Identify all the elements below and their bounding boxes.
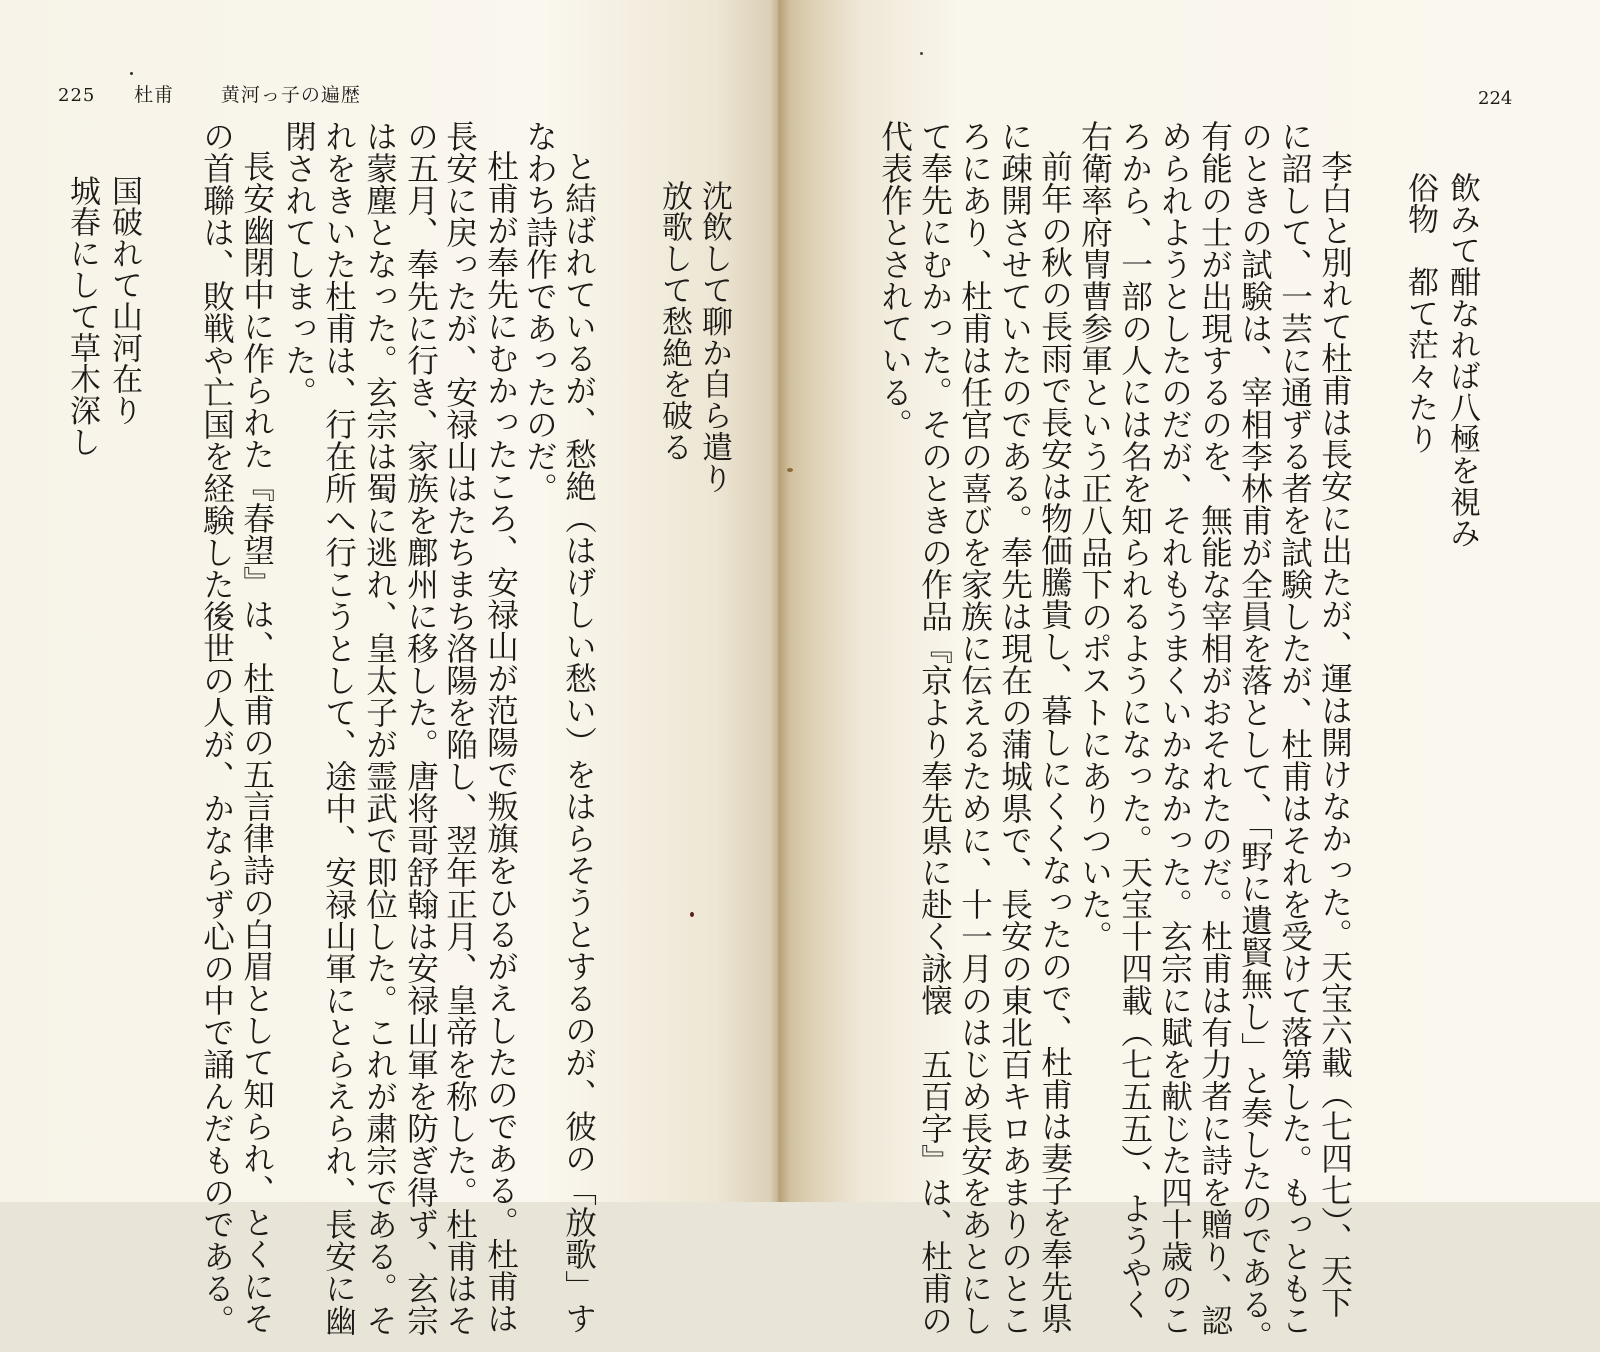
verse-line: 俗物 都て茫々たり	[1402, 172, 1438, 455]
text-column: 代表作とされている。	[876, 120, 913, 440]
text-column: のときの試験は、宰相李林甫が全員を落として、「野に遺賢無し」と奏したのである。	[1236, 120, 1273, 1352]
verse-line: 国破れて山河在り	[106, 175, 142, 427]
text-column: 杜甫が奉先にむかったころ、安禄山が范陽で叛旗をひるがえしたのである。杜甫は	[482, 150, 519, 1334]
text-column: なわち詩作であったのだ。	[521, 120, 558, 504]
text-column: 長安に戻ったが、安禄山はたちまち洛陽を陥し、翌年正月、皇帝を称した。杜甫はそ	[441, 120, 478, 1336]
scan-speck	[920, 52, 923, 55]
scan-speck	[690, 912, 694, 917]
scan-speck	[130, 72, 133, 75]
text-column: 長安幽閉中に作られた『春望』は、杜甫の五言律詩の白眉として知られ、とくにそ	[238, 150, 275, 1334]
scan-speck	[787, 468, 793, 472]
text-column: に詔して、一芸に通ずる者を試験したが、杜甫はそれを受けて落第した。もっともこ	[1276, 120, 1313, 1336]
verse-line: 沈飲して聊か自ら遣り	[696, 180, 732, 494]
text-column: の首聯は、敗戦や亡国を経験した後世の人が、かならず心の中で誦んだものである。	[198, 120, 235, 1336]
left-page	[0, 0, 778, 1336]
text-column: 李白と別れて杜甫は長安に出たが、運は開けなかった。天宝六載（七四七）、天下	[1316, 150, 1353, 1319]
text-column: て奉先にむかった。そのときの作品『京より奉先県に赴く詠懐 五百字』は、杜甫の	[916, 120, 953, 1336]
verse-line: 城春にして草木深し	[64, 175, 100, 458]
text-column: ろから、一部の人には名を知られるようになった。天宝十四載（七五五）、ようやく	[1116, 120, 1153, 1321]
text-column: 右衛率府冑曹参軍という正八品下のポストにありついた。	[1076, 120, 1113, 952]
running-title: 杜甫	[134, 84, 175, 106]
text-column: ろにあり、杜甫は任官の喜びを家族に伝えるために、十一月のはじめ長安をあとにし	[956, 120, 993, 1336]
text-column: められようとしたのだが、それもうまくいかなかった。玄宗に賦を献じた四十歳のこ	[1156, 120, 1193, 1336]
text-column: 閉されてしまった。	[280, 120, 317, 408]
text-column: 前年の秋の長雨で長安は物価騰貴し、暮しにくくなったので、杜甫は妻子を奉先県	[1036, 150, 1073, 1334]
running-head	[58, 80, 361, 107]
book-gutter	[770, 0, 790, 1202]
page-number-left: 225	[58, 85, 96, 106]
text-column: れをきいた杜甫は、行在所へ行こうとして、途中、安禄山軍にとらえられ、長安に幽	[320, 120, 357, 1336]
text-column: 有能の士が出現するのを、無能な宰相がおそれたのだ。杜甫は有力者に詩を贈り、認	[1196, 120, 1233, 1336]
right-page	[778, 0, 1600, 1352]
text-column: と結ばれているが、愁絶（はげしい愁い）をはらそうとするのが、彼の「放歌」す	[560, 150, 597, 1334]
verse-line: 放歌して愁絶を破る	[656, 180, 692, 463]
verse-line: 飲みて酣なれば八極を視み	[1444, 172, 1480, 549]
text-column: は蒙塵となった。玄宗は蜀に逃れ、皇太子が霊武で即位した。これが粛宗である。そ	[361, 120, 398, 1336]
running-subtitle: 黄河っ子の遍歴	[220, 84, 361, 106]
page-number-right: 224	[1478, 88, 1513, 109]
text-column: に疎開させていたのである。奉先は現在の蒲城県で、長安の東北百キロあまりのとこ	[996, 120, 1033, 1336]
text-column: の五月、奉先に行き、家族を鄜州に移した。唐将哥舒翰は安禄山軍を防ぎ得ず、玄宗	[402, 120, 439, 1336]
